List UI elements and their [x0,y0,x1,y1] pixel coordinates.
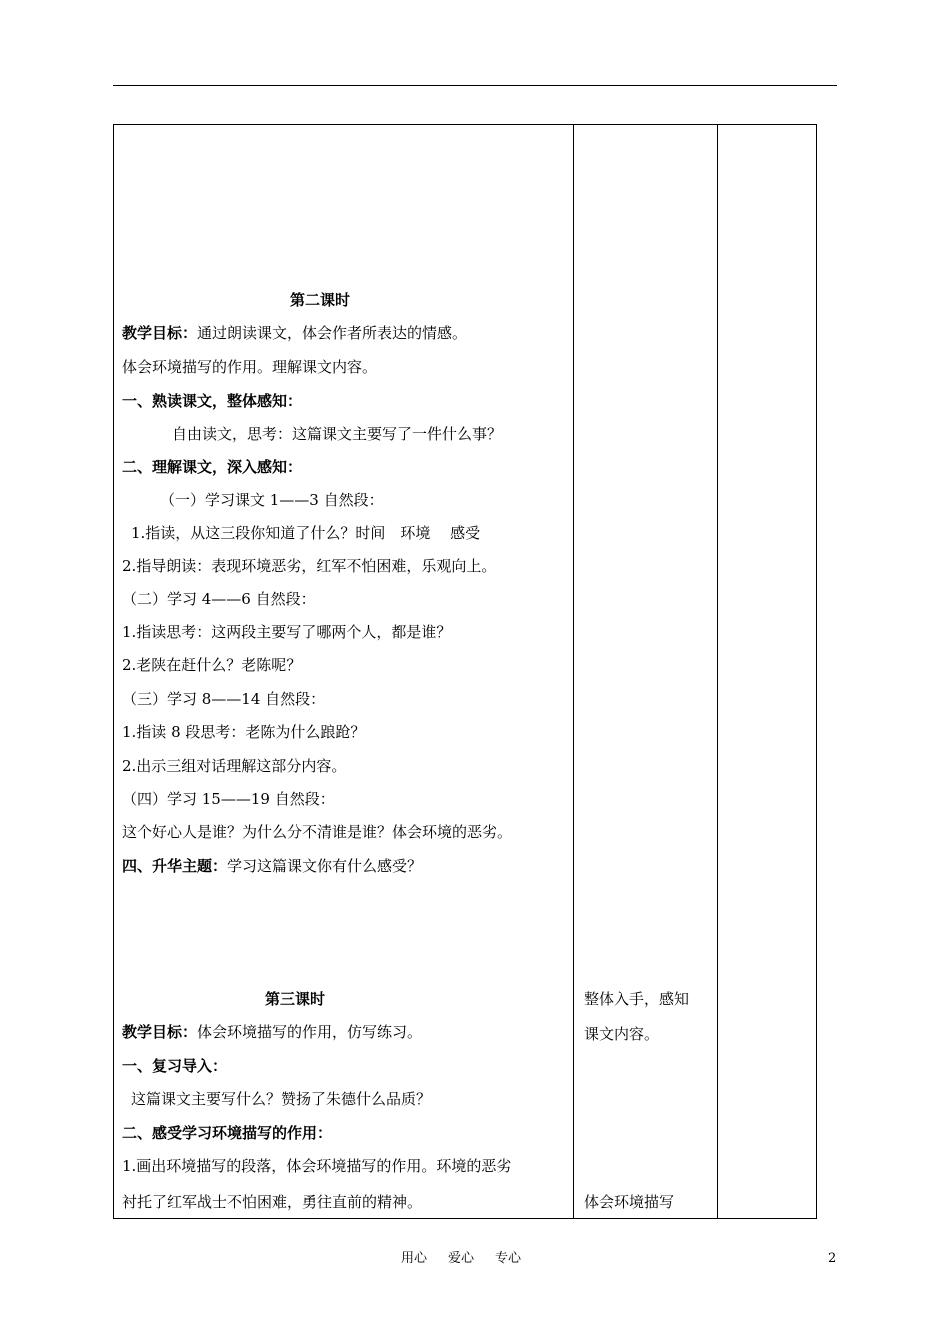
lesson2-section2-heading: 二、理解课文，深入感知： [122,458,303,476]
lesson2-section4-text: 学习这篇课文你有什么感受？ [227,857,423,875]
note1-line2: 课文内容。 [584,1025,660,1043]
lesson3-section2-item1-line2: 衬托了红军战士不怕困难，勇往直前的精神。 [122,1193,423,1211]
footer-motto-1: 用心 [401,1251,428,1266]
lesson3-goal-text: 体会环境描写的作用，仿写练习。 [197,1023,423,1041]
lesson2-title: 第二课时 [290,291,351,309]
column-divider-notes [573,124,574,1219]
lesson3-goal-label: 教学目标： [122,1023,198,1041]
lesson3-section2-heading: 二、感受学习环境描写的作用： [122,1124,333,1142]
lesson3-goal [122,1022,422,1042]
lesson3-section1-heading: 一、复习导入： [122,1057,228,1075]
lesson2-part1-title: （一）学习课文 1——3 自然段： [160,491,384,509]
lesson3-title: 第三课时 [265,990,326,1008]
lesson2-part2-item1: 1.指读思考：这两段主要写了哪两个人，都是谁？ [122,623,452,641]
footer-motto-3: 专心 [495,1251,522,1266]
lesson2-goal-label: 教学目标： [122,324,198,342]
note1-line1: 整体入手，感知 [584,990,690,1008]
lesson3-section2-item1-line1: 1.画出环境描写的段落，体会环境描写的作用。环境的恶劣 [122,1157,512,1175]
lesson2-part3-title: （三）学习 8——14 自然段： [122,690,326,708]
lesson2-part4-title: （四）学习 15——19 自然段： [122,790,335,808]
lesson2-part4-item1: 这个好心人是谁？为什么分不清谁是谁？体会环境的恶劣。 [122,823,513,841]
lesson2-section1-text: 自由读文，思考：这篇课文主要写了一件什么事？ [172,425,503,443]
lesson2-part1-item2: 2.指导朗读：表现环境恶劣，红军不怕困难，乐观向上。 [122,557,497,575]
lesson2-section1-heading: 一、熟读课文，整体感知： [122,392,303,410]
lesson3-section1-text: 这篇课文主要写什么？赞扬了朱德什么品质？ [131,1090,432,1108]
lesson2-goal-line2: 体会环境描写的作用。理解课文内容。 [122,358,378,376]
lesson2-part3-item1: 1.指读 8 段思考：老陈为什么踉跄？ [122,723,366,741]
lesson2-goal-text: 通过朗读课文，体会作者所表达的情感。 [197,324,468,342]
footer-motto-2: 爱心 [448,1251,475,1266]
lesson2-part2-item2: 2.老陕在赶什么？老陈呢？ [122,656,302,674]
column-divider-remarks [717,124,718,1219]
lesson2-part1-item1: 1.指读，从这三段你知道了什么？时间 环境 感受 [131,524,481,542]
lesson2-section4-heading: 四、升华主题： [122,857,228,875]
lesson2-goal [122,323,467,343]
lesson2-part3-item2: 2.出示三组对话理解这部分内容。 [122,757,347,775]
lesson2-part2-title: （二）学习 4——6 自然段： [122,590,316,608]
note2: 体会环境描写 [584,1193,675,1211]
lesson2-section4 [122,856,422,876]
page-number: 2 [828,1251,837,1266]
header-rule [113,85,837,86]
